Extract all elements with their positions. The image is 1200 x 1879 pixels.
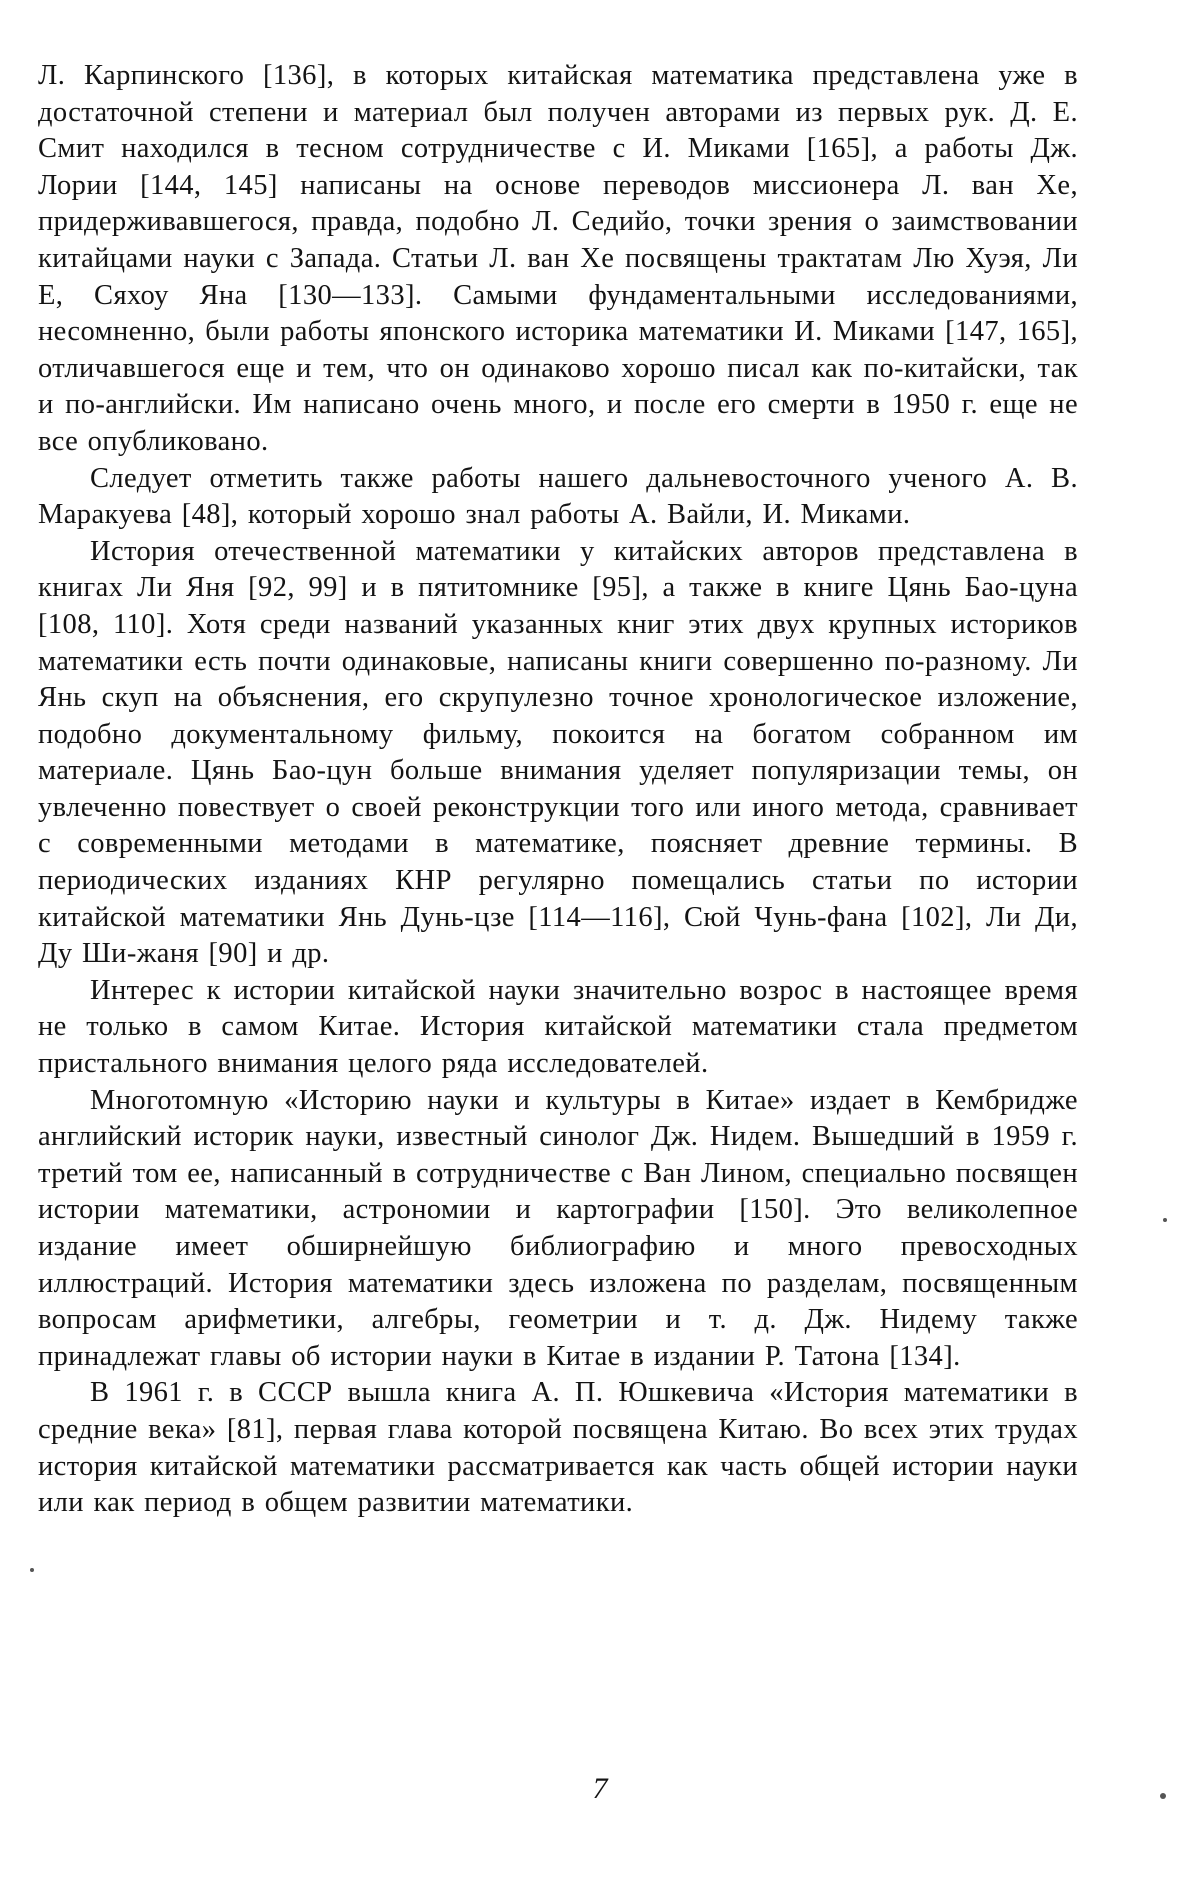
paragraph-3: История отечественной математики у китайских авторов представлена в книгах Ли Яня [92, 99] и в пятитомнике [95], а также в книге Цянь Бао-цуна [108, 110]. Хотя среди названий указанных книг этих двух крупных историков математики есть почти одинаковые, написаны книги совершенно по-разному. Ли Янь скуп на объяснения, его скрупулезно точное хронологическое изложение, подобно документальному фильму, покоится на богатом собранном им материале. Цянь Бао-цун больше внимания уделяет популяризации темы, он увлеченно повествует о своей реконструкции того или иного метода, сравнивает с современными методами в математике, поясняет древние термины. В периодических изданиях КНР регулярно помещались статьи по истории китайской математики Янь Дунь-цзе [114—116], Сюй Чунь-фана [102], Ли Ди, Ду Ши-жаня [90] и др. — [38, 535, 1078, 970]
scan-speck — [30, 1568, 34, 1572]
scan-speck — [1160, 1793, 1166, 1799]
paragraph-6: В 1961 г. в СССР вышла книга А. П. Юшкевича «История математики в средние века» [81], первая глава которой посвящена Китаю. Во всех этих трудах история китайской математики рассматривается как часть общей истории науки или как период в общем развитии математики. — [38, 1377, 1078, 1519]
paragraph-4: Интерес к истории китайской науки значительно возрос в настоящее время не только в самом Китае. История китайской математики стала предметом пристального внимания целого ряда исследователей. — [38, 974, 1078, 1080]
scan-speck — [1163, 1218, 1167, 1222]
page-number: 7 — [592, 1772, 608, 1805]
paragraph-1: Л. Карпинского [136], в которых китайская математика представлена уже в достаточной степени и материал был получен авторами из первых рук. Д. Е. Смит находился в тесном сотрудничестве с И. Миками [165], а работы Дж. Лории [144, 145] написаны на основе переводов миссионера Л. ван Хе, придерживавшегося, правда, подобно Л. Седийо, точки зрения о заимствовании китайцами науки с Запада. Статьи Л. ван Хе посвящены трактатам Лю Хуэя, Ли Е, Сяхоу Яна [130—133]. Самыми фундаментальными исследованиями, несомненно, были работы японского историка математики И. Миками [147, 165], отличавшегося еще и тем, что он одинаково хорошо писал как по-китайски, так и по-английски. Им написано очень много, и после его смерти в 1950 г. еще не все опубликовано. — [38, 60, 1078, 457]
paragraph-2: Следует отметить также работы нашего дальневосточного ученого А. В. Маракуева [48], который хорошо знал работы А. Вайли, И. Миками. — [38, 462, 1078, 531]
body-text — [38, 58, 1078, 1522]
paragraph-5: Многотомную «Историю науки и культуры в Китае» издает в Кембридже английский историк науки, известный синолог Дж. Нидем. Вышедший в 1959 г. третий том ее, написанный в сотрудничестве с Ван Лином, специально посвящен истории математики, астрономии и картографии [150]. Это великолепное издание имеет обширнейшую библиографию и много превосходных иллюстраций. История математики здесь изложена по разделам, посвященным вопросам арифметики, алгебры, геометрии и т. д. Дж. Нидему также принадлежат главы об истории науки в Китае в издании Р. Татона [134]. — [38, 1084, 1078, 1372]
